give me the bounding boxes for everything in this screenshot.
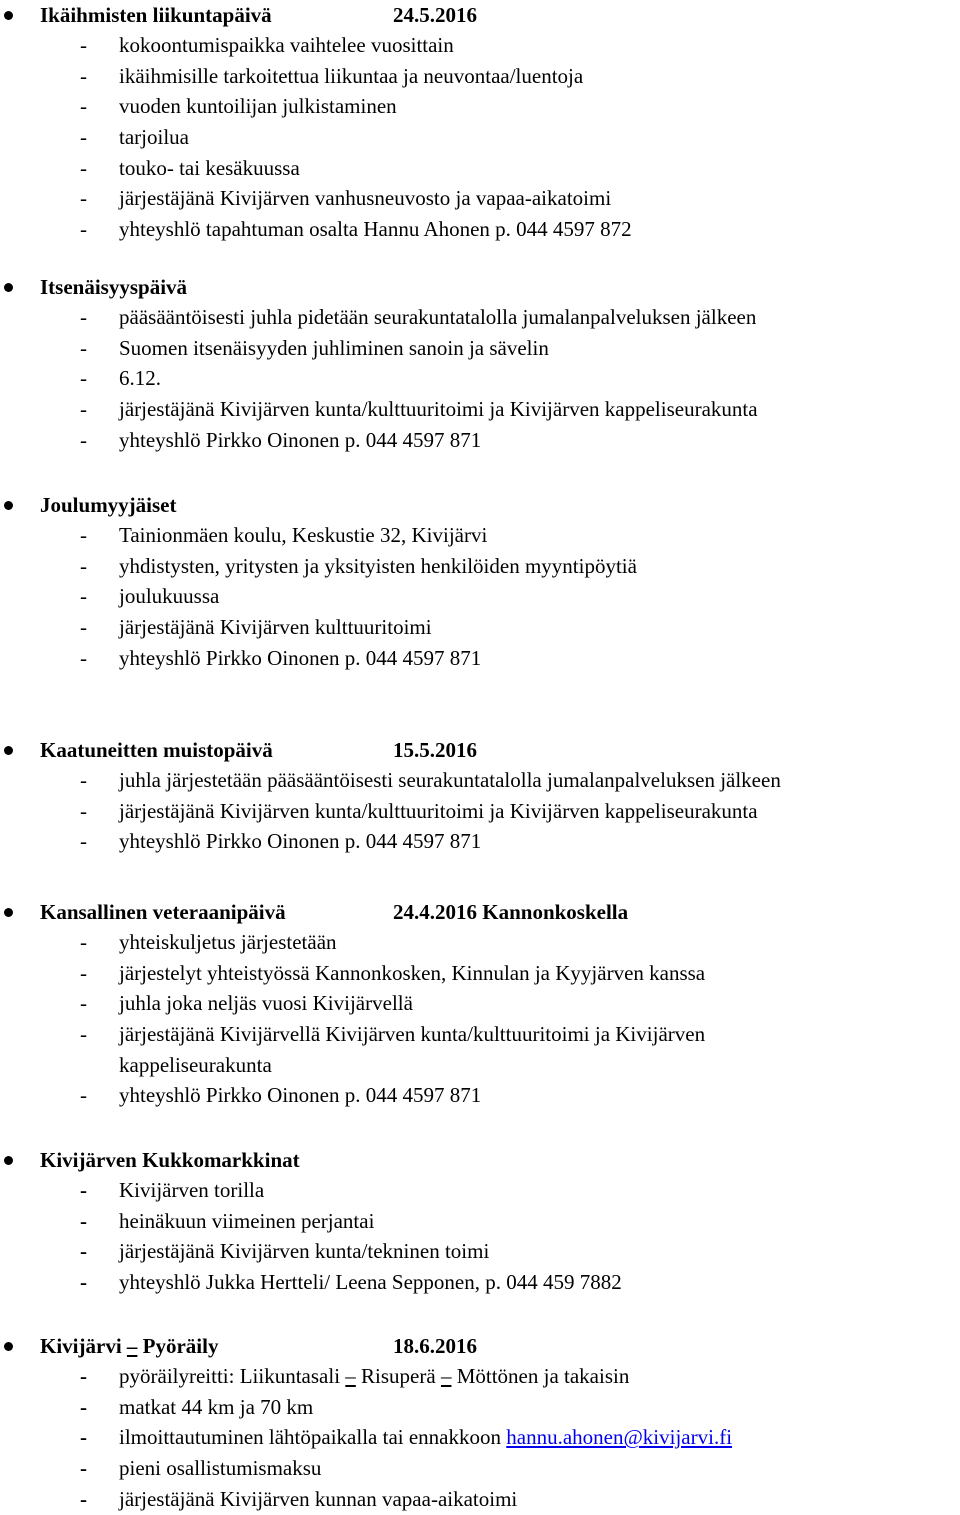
list-item bbox=[0, 958, 960, 989]
dash: - bbox=[80, 1270, 87, 1295]
item-text: järjestäjänä Kivijärven kunta/tekninen toimi bbox=[119, 1239, 490, 1264]
list-item bbox=[0, 643, 960, 674]
item-text: yhteyshlö tapahtuman osalta Hannu Ahonen p. 044 4597 872 bbox=[119, 217, 632, 242]
item-text bbox=[119, 1422, 732, 1453]
list-item bbox=[0, 425, 960, 456]
item-text: Suomen itsenäisyyden juhliminen sanoin ja sävelin bbox=[119, 335, 549, 360]
dash: - bbox=[80, 615, 87, 640]
section-title: Ikäihmisten liikuntapäivä bbox=[40, 3, 272, 27]
bullet-icon bbox=[4, 1342, 13, 1351]
dash: - bbox=[80, 1425, 87, 1450]
list-item bbox=[0, 302, 960, 333]
dash: - bbox=[80, 366, 87, 391]
item-text: järjestäjänä Kivijärven kunta/kulttuuritoimi ja Kivijärven kappeliseurakunta bbox=[119, 798, 758, 823]
list-item bbox=[0, 214, 960, 245]
dash: - bbox=[80, 94, 87, 119]
dash: - bbox=[80, 960, 87, 985]
route-mid: Risuperä bbox=[361, 1364, 436, 1388]
list-item bbox=[0, 551, 960, 582]
section-kansallinen-veteraanipaiva bbox=[0, 897, 960, 1111]
item-text: järjestelyt yhteistyössä Kannonkosken, Kinnulan ja Kyyjärven kanssa bbox=[119, 960, 706, 985]
dash: - bbox=[80, 427, 87, 452]
item-text: ikäihmisille tarkoitettua liikuntaa ja neuvontaa/luentoja bbox=[119, 63, 584, 88]
dash: - bbox=[80, 523, 87, 547]
list-item bbox=[0, 122, 960, 153]
dash: - bbox=[80, 584, 87, 609]
dash: - bbox=[80, 63, 87, 88]
title-dash: – bbox=[126, 1334, 138, 1358]
dash: - bbox=[80, 155, 87, 180]
item-text: kokoontumispaikka vaihtelee vuosittain bbox=[119, 33, 454, 57]
list-item bbox=[0, 796, 960, 827]
dash: - bbox=[80, 768, 87, 792]
section-heading bbox=[0, 1331, 960, 1361]
title-part-1: Kivijärvi bbox=[40, 1334, 122, 1358]
dash: - bbox=[80, 397, 87, 422]
section-ikaihmisten-liikuntapaiva bbox=[0, 0, 960, 245]
item-text: järjestäjänä Kivijärven kunta/kulttuuritoimi ja Kivijärven kappeliseurakunta bbox=[119, 397, 758, 422]
item-text: pääsääntöisesti juhla pidetään seurakuntatalolla jumalanpalveluksen jälkeen bbox=[119, 305, 757, 329]
section-heading bbox=[0, 1145, 960, 1175]
list-item bbox=[0, 333, 960, 364]
item-text: Kivijärven torilla bbox=[119, 1178, 265, 1202]
dash: - bbox=[80, 125, 87, 150]
item-text: touko- tai kesäkuussa bbox=[119, 155, 300, 180]
item-text: järjestäjänä Kivijärven kulttuuritoimi bbox=[119, 615, 432, 640]
section-joulumyyjaiset bbox=[0, 490, 960, 673]
item-text: joulukuussa bbox=[119, 584, 220, 609]
list-item bbox=[0, 394, 960, 425]
section-heading bbox=[0, 735, 960, 765]
item-text: yhteyshlö Pirkko Oinonen p. 044 4597 871 bbox=[119, 427, 482, 452]
item-text: yhteyshlö Pirkko Oinonen p. 044 4597 871 bbox=[119, 829, 482, 854]
list-item bbox=[0, 765, 960, 796]
section-heading bbox=[0, 897, 960, 927]
list-item bbox=[0, 1361, 960, 1392]
dash: - bbox=[80, 1022, 87, 1047]
section-title: Kansallinen veteraanipäivä bbox=[40, 900, 286, 924]
list-item bbox=[0, 61, 960, 92]
section-title bbox=[40, 1331, 218, 1361]
item-text: yhteyshlö Jukka Hertteli/ Leena Sepponen, p. 044 459 7882 bbox=[119, 1270, 622, 1295]
list-item bbox=[0, 1392, 960, 1423]
email-link[interactable]: hannu.ahonen@kivijarvi.fi bbox=[506, 1425, 733, 1450]
item-text: 6.12. bbox=[119, 366, 161, 391]
item-text: yhteyshlö Pirkko Oinonen p. 044 4597 871 bbox=[119, 1083, 482, 1108]
item-text: matkat 44 km ja 70 km bbox=[119, 1394, 314, 1419]
dash: - bbox=[80, 991, 87, 1016]
section-date: 18.6.2016 bbox=[393, 1334, 477, 1358]
section-title: Joulumyyjäiset bbox=[40, 493, 177, 517]
bullet-icon bbox=[4, 908, 13, 917]
bullet-icon bbox=[4, 1156, 13, 1165]
dash: - bbox=[80, 1364, 87, 1388]
bullet-icon bbox=[4, 501, 13, 510]
item-text: kappeliseurakunta bbox=[119, 1052, 272, 1077]
dash: - bbox=[80, 1083, 87, 1108]
bullet-icon bbox=[4, 283, 13, 292]
list-item bbox=[0, 1484, 960, 1515]
dash: - bbox=[80, 186, 87, 211]
item-text: yhteyshlö Pirkko Oinonen p. 044 4597 871 bbox=[119, 645, 482, 670]
section-title: Itsenäisyyspäivä bbox=[40, 275, 188, 299]
registration-text: ilmoittautuminen lähtöpaikalla tai ennakkoon bbox=[119, 1425, 501, 1450]
item-text: tarjoilua bbox=[119, 125, 189, 150]
list-item bbox=[0, 183, 960, 214]
dash: - bbox=[80, 217, 87, 242]
item-text: heinäkuun viimeinen perjantai bbox=[119, 1208, 375, 1233]
item-text: vuoden kuntoilijan julkistaminen bbox=[119, 94, 397, 119]
dash: - bbox=[80, 305, 87, 329]
list-item bbox=[0, 1422, 960, 1453]
list-item bbox=[0, 1080, 960, 1111]
list-item-continuation bbox=[0, 1050, 960, 1081]
section-kukkomarkkinat bbox=[0, 1145, 960, 1298]
item-text: juhla joka neljäs vuosi Kivijärvellä bbox=[119, 991, 413, 1016]
dash: - bbox=[80, 1178, 87, 1202]
list-item bbox=[0, 91, 960, 122]
item-text: järjestäjänä Kivijärven vanhusneuvosto ja vapaa-aikatoimi bbox=[119, 186, 612, 211]
section-heading bbox=[0, 490, 960, 520]
item-text: yhdistysten, yritysten ja yksityisten henkilöiden myyntipöytiä bbox=[119, 553, 637, 578]
section-date: 24.4.2016 Kannonkoskella bbox=[393, 900, 629, 924]
list-item bbox=[0, 153, 960, 184]
route-dash: – bbox=[440, 1364, 452, 1388]
list-item bbox=[0, 612, 960, 643]
bullet-icon bbox=[4, 11, 13, 20]
dash: - bbox=[80, 1208, 87, 1233]
item-text: juhla järjestetään pääsääntöisesti seurakuntatalolla jumalanpalveluksen jälkeen bbox=[119, 768, 781, 792]
item-text: Tainionmäen koulu, Keskustie 32, Kivijärvi bbox=[119, 523, 488, 547]
list-item bbox=[0, 826, 960, 857]
section-heading bbox=[0, 0, 960, 30]
section-pyoraily bbox=[0, 1331, 960, 1514]
item-text bbox=[119, 1361, 629, 1392]
list-item bbox=[0, 520, 960, 551]
dash: - bbox=[80, 1456, 87, 1481]
list-item bbox=[0, 927, 960, 958]
list-item bbox=[0, 30, 960, 61]
bullet-icon bbox=[4, 746, 13, 755]
list-item bbox=[0, 1236, 960, 1267]
dash: - bbox=[80, 33, 87, 57]
section-itsenaisyyspaiva bbox=[0, 272, 960, 455]
list-item bbox=[0, 1453, 960, 1484]
dash: - bbox=[80, 798, 87, 823]
dash: - bbox=[80, 335, 87, 360]
list-item bbox=[0, 1206, 960, 1237]
section-title: Kivijärven Kukkomarkkinat bbox=[40, 1148, 300, 1172]
route-dash: – bbox=[345, 1364, 356, 1388]
item-text: järjestäjänä Kivijärvellä Kivijärven kunta/kulttuuritoimi ja Kivijärven bbox=[119, 1022, 706, 1047]
section-date: 24.5.2016 bbox=[393, 3, 477, 27]
dash: - bbox=[80, 1486, 87, 1511]
dash: - bbox=[80, 1239, 87, 1264]
title-part-2: Pyöräily bbox=[142, 1334, 219, 1358]
route-start: pyöräilyreitti: Liikuntasali bbox=[119, 1364, 341, 1388]
section-title: Kaatuneitten muistopäivä bbox=[40, 738, 273, 762]
list-item bbox=[0, 363, 960, 394]
list-item bbox=[0, 1267, 960, 1298]
dash: - bbox=[80, 930, 87, 954]
list-item bbox=[0, 581, 960, 612]
item-text: yhteiskuljetus järjestetään bbox=[119, 930, 337, 954]
section-date: 15.5.2016 bbox=[393, 738, 477, 762]
dash: - bbox=[80, 645, 87, 670]
list-item bbox=[0, 988, 960, 1019]
dash: - bbox=[80, 553, 87, 578]
section-heading bbox=[0, 272, 960, 302]
dash: - bbox=[80, 1394, 87, 1419]
route-end: Möttönen ja takaisin bbox=[456, 1364, 630, 1388]
item-text: järjestäjänä Kivijärven kunnan vapaa-aikatoimi bbox=[119, 1486, 518, 1511]
list-item bbox=[0, 1019, 960, 1050]
item-text: pieni osallistumismaksu bbox=[119, 1456, 322, 1481]
dash: - bbox=[80, 829, 87, 854]
section-kaatuneitten-muistopaiva bbox=[0, 735, 960, 857]
list-item bbox=[0, 1175, 960, 1206]
